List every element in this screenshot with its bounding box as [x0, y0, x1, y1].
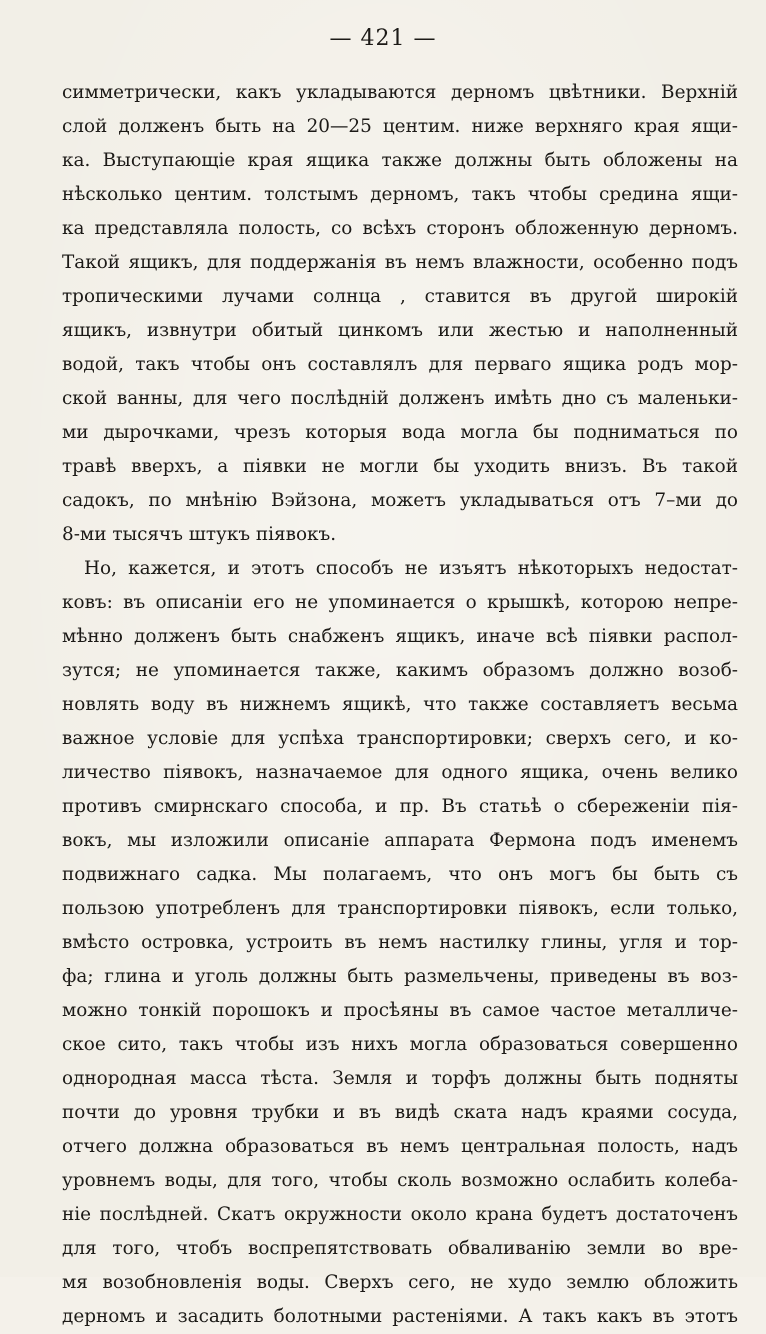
text-line: симметрически, какъ укладываются дерномъ цвѣтники. Верхній — [62, 82, 738, 103]
text-line: нѣсколько центим. толстымъ дерномъ, такъ чтобы средина ящи- — [62, 184, 738, 205]
text-line: мѣнно долженъ быть снабженъ ящикъ, иначе всѣ піявки распол- — [62, 626, 738, 647]
text-line: ящикъ, извнутри обитый цинкомъ или жестью и наполненный — [62, 320, 738, 341]
text-line: Такой ящикъ, для поддержанія въ немъ влажности, особенно подъ — [62, 252, 738, 273]
text-line: однородная масса тѣста. Земля и торфъ должны быть подняты — [62, 1068, 738, 1089]
text-line: можно тонкій порошокъ и просѣяны въ самое частое металличе- — [62, 1000, 738, 1021]
text-line: садокъ, по мнѣнію Вэйзона, можетъ укладываться отъ 7–ми до — [62, 490, 738, 511]
text-line: ской ванны, для чего послѣдній долженъ имѣть дно съ маленьки- — [62, 388, 738, 409]
text-line: ковъ: въ описаніи его не упоминается о крышкѣ, которою непре- — [62, 592, 738, 613]
text-line: вокъ, мы изложили описаніе аппарата Фермона подъ именемъ — [62, 830, 738, 851]
text-line: новлять воду въ нижнемъ ящикѣ, что также составляетъ весьма — [62, 694, 738, 715]
text-line: ка представляла полость, со всѣхъ сторонъ обложенную дерномъ. — [62, 218, 738, 239]
text-line: отчего должна образоваться въ немъ центральная полость, надъ — [62, 1136, 738, 1157]
text-line: ніе послѣдней. Скатъ окружности около крана будетъ достаточенъ — [62, 1204, 738, 1225]
text-line: зутся; не упоминается также, какимъ образомъ должно возоб- — [62, 660, 738, 681]
text-line: ка. Выступающіе края ящика также должны быть обложены на — [62, 150, 738, 171]
text-line: вмѣсто островка, устроить въ немъ настилку глины, угля и тор- — [62, 932, 738, 953]
body-text — [62, 76, 738, 1334]
text-line: уровнемъ воды, для того, чтобы сколь возможно ослабить колеба- — [62, 1170, 738, 1191]
text-line: личество піявокъ, назначаемое для одного ящика, очень велико — [62, 762, 738, 783]
text-line: тропическими лучами солнца , ставится въ другой широкій — [62, 286, 738, 307]
text-line: важное условіе для успѣха транспортировки; сверхъ сего, и ко- — [62, 728, 738, 749]
text-line: слой долженъ быть на 20—25 центим. ниже верхняго края ящи- — [62, 116, 738, 137]
paragraph-start-line: Но, кажется, и этотъ способъ не изъятъ нѣкоторыхъ недостат- — [84, 558, 738, 579]
text-line: пользою употребленъ для транспортировки піявокъ, если только, — [62, 898, 738, 919]
text-line: противъ смирнскаго способа, и пр. Въ статьѣ о сбереженіи пія- — [62, 796, 738, 817]
text-line: мя возобновленія воды. Сверхъ сего, не худо землю обложить — [62, 1272, 738, 1293]
text-line: подвижнаго садка. Мы полагаемъ, что онъ могъ бы быть съ — [62, 864, 738, 885]
page-number: — 421 — — [329, 26, 437, 51]
text-line: 8-ми тысячъ штукъ піявокъ. — [62, 524, 337, 545]
text-line: водой, такъ чтобы онъ составлялъ для перваго ящика родъ мор- — [62, 354, 738, 375]
text-line: дерномъ и засадить болотными растеніями. А такъ какъ въ этотъ — [62, 1306, 738, 1327]
text-line: травѣ вверхъ, а піявки не могли бы уходить внизъ. Въ такой — [62, 456, 738, 477]
text-line: для того, чтобъ воспрепятствовать обваливанію земли во вре- — [62, 1238, 738, 1259]
text-line: фа; глина и уголь должны быть размельчены, приведены въ воз- — [62, 966, 738, 987]
text-line: почти до уровня трубки и въ видѣ ската надъ краями сосуда, — [62, 1102, 738, 1123]
text-line: ское сито, такъ чтобы изъ нихъ могла образоваться совершенно — [62, 1034, 738, 1055]
text-line: ми дырочками, чрезъ которыя вода могла бы подниматься по — [62, 422, 738, 443]
